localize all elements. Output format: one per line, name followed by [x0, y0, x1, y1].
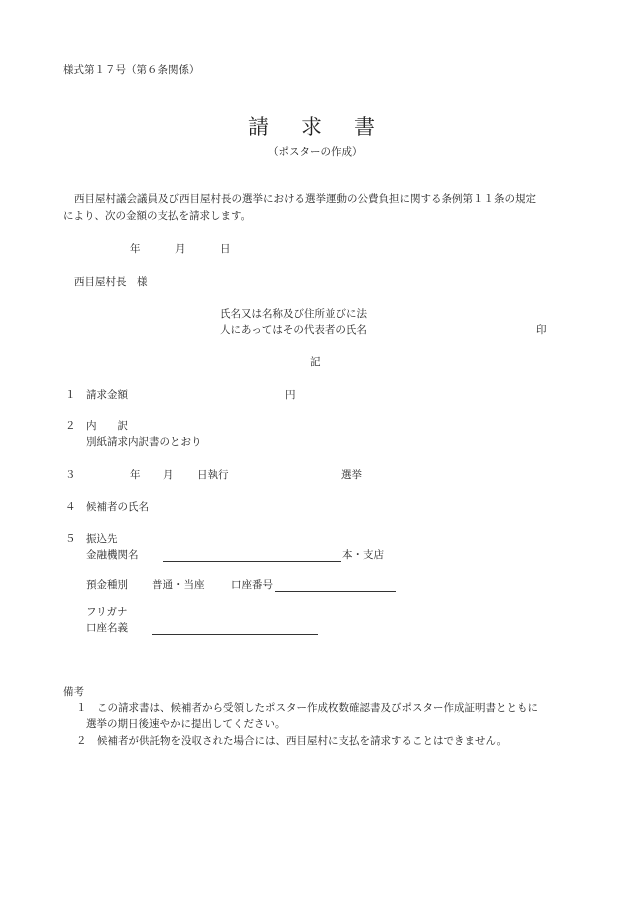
ki-mark: 記	[310, 356, 321, 368]
account-number-line[interactable]	[275, 591, 396, 592]
note-1-number: １	[76, 702, 87, 714]
account-name-label: 口座名義	[86, 622, 128, 634]
deposit-type-options: 普通・当座	[152, 579, 205, 591]
item-4-number: ４	[65, 501, 76, 513]
account-number-label: 口座番号	[231, 579, 273, 591]
subtitle: （ポスターの作成）	[268, 146, 363, 158]
title-char-3: 書	[354, 115, 377, 139]
item-2-number: ２	[65, 420, 76, 432]
notes-heading: 備考	[63, 686, 84, 698]
item-3-election: 選挙	[341, 469, 362, 481]
intro-line-1: 西目屋村議会議員及び西目屋村長の選挙における選挙運動の公費負担に関する条例第１１条の規定	[74, 193, 536, 205]
bank-name-label: 金融機関名	[86, 549, 139, 561]
seal-mark: 印	[536, 324, 547, 336]
bank-name-line[interactable]	[163, 561, 341, 562]
item-5-number: ５	[65, 533, 76, 545]
item-3-month: 月	[163, 469, 174, 481]
form-number: 様式第１７号（第６条関係）	[63, 64, 200, 76]
note-2-number: ２	[76, 735, 87, 747]
furigana-label: フリガナ	[86, 606, 128, 618]
note-2-text: 候補者が供託物を没収された場合には、西目屋村に支払を請求することはできません。	[97, 735, 508, 747]
note-1-line-2: 選挙の期日後速やかに提出してください。	[86, 718, 286, 730]
item-1-unit: 円	[285, 389, 296, 401]
intro-line-2: により、次の金額の支払を請求します。	[63, 210, 252, 222]
title-char-1: 請	[248, 115, 271, 139]
item-4-label: 候補者の氏名	[86, 501, 149, 513]
item-1-number: １	[65, 389, 76, 401]
addressee: 西目屋村長 様	[74, 276, 148, 288]
account-name-line[interactable]	[152, 634, 318, 635]
item-5-label: 振込先	[86, 533, 118, 545]
deposit-type-label: 預金種別	[86, 579, 128, 591]
item-1-label: 請求金額	[86, 389, 128, 401]
title-char-2: 求	[301, 115, 324, 139]
item-3-year: 年	[130, 469, 141, 481]
date-month-label: 月	[175, 243, 186, 255]
item-3-number: ３	[65, 469, 76, 481]
item-3-executed: 日執行	[197, 469, 229, 481]
claimant-line-1: 氏名又は名称及び住所並びに法	[220, 308, 367, 320]
item-2-label: 内 訳	[86, 420, 128, 432]
date-day-label: 日	[220, 243, 231, 255]
item-2-detail: 別紙請求内訳書のとおり	[86, 436, 202, 448]
note-1-line-1: この請求書は、候補者から受領したポスター作成枚数確認書及びポスター作成証明書とともに	[97, 702, 538, 714]
date-year-label: 年	[130, 243, 141, 255]
branch-label: 本・支店	[342, 549, 384, 561]
claimant-line-2: 人にあってはその代表者の氏名	[220, 324, 367, 336]
